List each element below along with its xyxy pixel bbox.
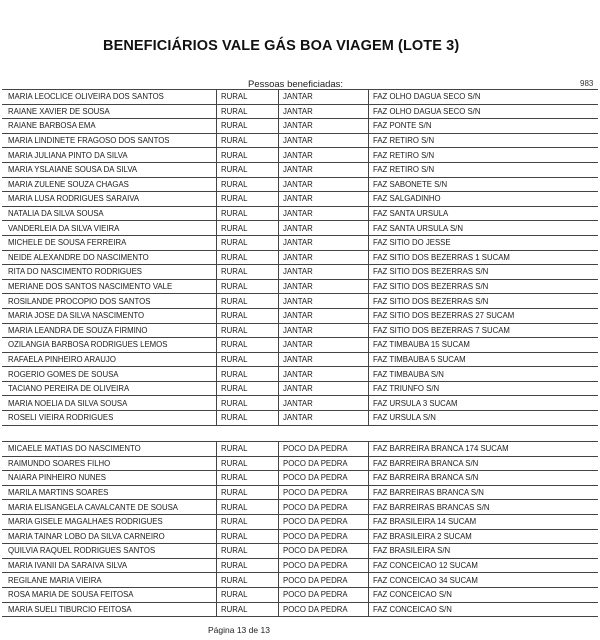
page-count: 983 [580,79,594,88]
name-cell: RAIMUNDO SOARES FILHO [2,456,217,471]
zone-cell: RURAL [217,192,279,207]
locality-cell: JANTAR [279,381,369,396]
locality-cell: POCO DA PEDRA [279,529,369,544]
locality-cell: JANTAR [279,90,369,105]
address-cell: FAZ TIMBAUBA 15 SUCAM [369,338,599,353]
zone-cell: RURAL [217,485,279,500]
address-cell: FAZ SABONETE S/N [369,177,599,192]
table-row [2,90,598,105]
table-row [2,206,598,221]
name-cell: OZILANGIA BARBOSA RODRIGUES LEMOS [2,338,217,353]
zone-cell: RURAL [217,323,279,338]
zone-cell: RURAL [217,573,279,588]
name-cell: MARIA IVANII DA SARAIVA SILVA [2,558,217,573]
name-cell: MICAELE MATIAS DO NASCIMENTO [2,442,217,457]
address-cell: FAZ BARREIRA BRANCA 174 SUCAM [369,442,599,457]
locality-cell: JANTAR [279,367,369,382]
name-cell: MARILA MARTINS SOARES [2,485,217,500]
locality-cell: JANTAR [279,396,369,411]
address-cell: FAZ TIMBAUBA 5 SUCAM [369,352,599,367]
zone-cell: RURAL [217,148,279,163]
page-footer: Página 13 de 13 [208,625,270,635]
zone-cell: RURAL [217,294,279,309]
table-row [2,381,598,396]
name-cell: QUILVIA RAQUEL RODRIGUES SANTOS [2,544,217,559]
zone-cell: RURAL [217,90,279,105]
locality-cell: JANTAR [279,162,369,177]
locality-cell: JANTAR [279,119,369,134]
beneficiaries-table-jantar [2,89,598,426]
address-cell: FAZ BARREIRAS BRANCA S/N [369,485,599,500]
zone-cell: RURAL [217,602,279,617]
zone-cell: RURAL [217,514,279,529]
address-cell: FAZ TRIUNFO S/N [369,381,599,396]
table-row [2,279,598,294]
address-cell: FAZ SALGADINHO [369,192,599,207]
address-cell: FAZ OLHO DAGUA SECO S/N [369,90,599,105]
zone-cell: RURAL [217,221,279,236]
table-row [2,587,598,602]
locality-cell: JANTAR [279,265,369,280]
name-cell: MARIA TAINAR LOBO DA SILVA CARNEIRO [2,529,217,544]
name-cell: MARIA GISELE MAGALHAES RODRIGUES [2,514,217,529]
table-row [2,308,598,323]
zone-cell: RURAL [217,235,279,250]
zone-cell: RURAL [217,177,279,192]
subheading: Pessoas beneficiadas: [248,79,344,90]
address-cell: FAZ CONCEICAO 12 SUCAM [369,558,599,573]
locality-cell: JANTAR [279,308,369,323]
table-row [2,177,598,192]
zone-cell: RURAL [217,338,279,353]
zone-cell: RURAL [217,133,279,148]
name-cell: MARIA YSLAIANE SOUSA DA SILVA [2,162,217,177]
locality-cell: JANTAR [279,323,369,338]
zone-cell: RURAL [217,587,279,602]
locality-cell: JANTAR [279,294,369,309]
table-row [2,514,598,529]
name-cell: TACIANO PEREIRA DE OLIVEIRA [2,381,217,396]
zone-cell: RURAL [217,352,279,367]
name-cell: MARIA JULIANA PINTO DA SILVA [2,148,217,163]
table-row [2,148,598,163]
name-cell: ROSELI VIEIRA RODRIGUES [2,411,217,426]
name-cell: MARIA SUELI TIBURCIO FEITOSA [2,602,217,617]
locality-cell: JANTAR [279,192,369,207]
name-cell: MARIA ZULENE SOUZA CHAGAS [2,177,217,192]
locality-cell: POCO DA PEDRA [279,544,369,559]
locality-cell: JANTAR [279,221,369,236]
locality-cell: POCO DA PEDRA [279,485,369,500]
table-row [2,529,598,544]
table-row [2,485,598,500]
address-cell: FAZ BRASILEIRA 2 SUCAM [369,529,599,544]
name-cell: MARIA JOSE DA SILVA NASCIMENTO [2,308,217,323]
locality-cell: JANTAR [279,411,369,426]
zone-cell: RURAL [217,250,279,265]
address-cell: FAZ SITIO DOS BEZERRAS 7 SUCAM [369,323,599,338]
zone-cell: RURAL [217,500,279,515]
beneficiaries-table-poco-da-pedra [2,441,598,617]
address-cell: FAZ BARREIRA BRANCA S/N [369,456,599,471]
address-cell: FAZ CONCEICAO 34 SUCAM [369,573,599,588]
table-row [2,573,598,588]
zone-cell: RURAL [217,367,279,382]
zone-cell: RURAL [217,279,279,294]
zone-cell: RURAL [217,529,279,544]
address-cell: FAZ RETIRO S/N [369,162,599,177]
name-cell: MERIANE DOS SANTOS NASCIMENTO VALE [2,279,217,294]
table-row [2,265,598,280]
address-cell: FAZ BRASILEIRA 14 SUCAM [369,514,599,529]
locality-cell: JANTAR [279,250,369,265]
address-cell: FAZ BRASILEIRA S/N [369,544,599,559]
name-cell: NEIDE ALEXANDRE DO NASCIMENTO [2,250,217,265]
table-row [2,411,598,426]
locality-cell: POCO DA PEDRA [279,456,369,471]
locality-cell: JANTAR [279,352,369,367]
address-cell: FAZ BARREIRAS BRANCAS S/N [369,500,599,515]
address-cell: FAZ URSULA 3 SUCAM [369,396,599,411]
name-cell: MARIA LEANDRA DE SOUZA FIRMINO [2,323,217,338]
address-cell: FAZ SANTA URSULA [369,206,599,221]
name-cell: REGILANE MARIA VIEIRA [2,573,217,588]
table-row [2,323,598,338]
locality-cell: POCO DA PEDRA [279,471,369,486]
address-cell: FAZ SITIO DOS BEZERRAS S/N [369,265,599,280]
table-row [2,250,598,265]
zone-cell: RURAL [217,396,279,411]
address-cell: FAZ SANTA URSULA S/N [369,221,599,236]
address-cell: FAZ URSULA S/N [369,411,599,426]
name-cell: MARIA ELISANGELA CAVALCANTE DE SOUSA [2,500,217,515]
name-cell: VANDERLEIA DA SILVA VIEIRA [2,221,217,236]
zone-cell: RURAL [217,411,279,426]
locality-cell: JANTAR [279,235,369,250]
zone-cell: RURAL [217,471,279,486]
table-row [2,352,598,367]
table-row [2,456,598,471]
address-cell: FAZ SITIO DOS BEZERRAS 1 SUCAM [369,250,599,265]
zone-cell: RURAL [217,381,279,396]
zone-cell: RURAL [217,308,279,323]
locality-cell: POCO DA PEDRA [279,602,369,617]
name-cell: RAIANE XAVIER DE SOUSA [2,104,217,119]
zone-cell: RURAL [217,206,279,221]
table-row [2,602,598,617]
table-row [2,119,598,134]
table-row [2,192,598,207]
locality-cell: JANTAR [279,133,369,148]
address-cell: FAZ CONCEICAO S/N [369,602,599,617]
locality-cell: POCO DA PEDRA [279,558,369,573]
table-row [2,235,598,250]
locality-cell: JANTAR [279,279,369,294]
name-cell: MARIA LUSA RODRIGUES SARAIVA [2,192,217,207]
locality-cell: POCO DA PEDRA [279,573,369,588]
name-cell: RAFAELA PINHEIRO ARAUJO [2,352,217,367]
name-cell: MARIA NOELIA DA SILVA SOUSA [2,396,217,411]
name-cell: RAIANE BARBOSA EMA [2,119,217,134]
table-row [2,104,598,119]
table-row [2,396,598,411]
address-cell: FAZ SITIO DO JESSE [369,235,599,250]
name-cell: NAIARA PINHEIRO NUNES [2,471,217,486]
locality-cell: POCO DA PEDRA [279,442,369,457]
table-row [2,162,598,177]
address-cell: FAZ OLHO DAGUA SECO S/N [369,104,599,119]
name-cell: RITA DO NASCIMENTO RODRIGUES [2,265,217,280]
locality-cell: POCO DA PEDRA [279,587,369,602]
address-cell: FAZ PONTE S/N [369,119,599,134]
locality-cell: JANTAR [279,206,369,221]
name-cell: ROSILANDE PROCOPIO DOS SANTOS [2,294,217,309]
zone-cell: RURAL [217,104,279,119]
locality-cell: JANTAR [279,104,369,119]
table-row [2,133,598,148]
address-cell: FAZ SITIO DOS BEZERRAS 27 SUCAM [369,308,599,323]
address-cell: FAZ SITIO DOS BEZERRAS S/N [369,279,599,294]
zone-cell: RURAL [217,558,279,573]
address-cell: FAZ BARREIRA BRANCA S/N [369,471,599,486]
address-cell: FAZ TIMBAUBA S/N [369,367,599,382]
locality-cell: JANTAR [279,338,369,353]
table-row [2,544,598,559]
zone-cell: RURAL [217,119,279,134]
name-cell: ROGERIO GOMES DE SOUSA [2,367,217,382]
zone-cell: RURAL [217,456,279,471]
table-row [2,294,598,309]
address-cell: FAZ SITIO DOS BEZERRAS S/N [369,294,599,309]
table-row [2,338,598,353]
address-cell: FAZ RETIRO S/N [369,133,599,148]
zone-cell: RURAL [217,442,279,457]
table-row [2,442,598,457]
zone-cell: RURAL [217,544,279,559]
name-cell: MICHELE DE SOUSA FERREIRA [2,235,217,250]
zone-cell: RURAL [217,162,279,177]
table-row [2,471,598,486]
zone-cell: RURAL [217,265,279,280]
name-cell: MARIA LEOCLICE OLIVEIRA DOS SANTOS [2,90,217,105]
document-title: BENEFICIÁRIOS VALE GÁS BOA VIAGEM (LOTE 3) [103,38,460,54]
name-cell: ROSA MARIA DE SOUSA FEITOSA [2,587,217,602]
locality-cell: JANTAR [279,148,369,163]
address-cell: FAZ RETIRO S/N [369,148,599,163]
locality-cell: POCO DA PEDRA [279,514,369,529]
locality-cell: POCO DA PEDRA [279,500,369,515]
name-cell: NATALIA DA SILVA SOUSA [2,206,217,221]
name-cell: MARIA LINDINETE FRAGOSO DOS SANTOS [2,133,217,148]
table-row [2,558,598,573]
locality-cell: JANTAR [279,177,369,192]
address-cell: FAZ CONCEICAO S/N [369,587,599,602]
table-row [2,367,598,382]
table-row [2,500,598,515]
table-row [2,221,598,236]
